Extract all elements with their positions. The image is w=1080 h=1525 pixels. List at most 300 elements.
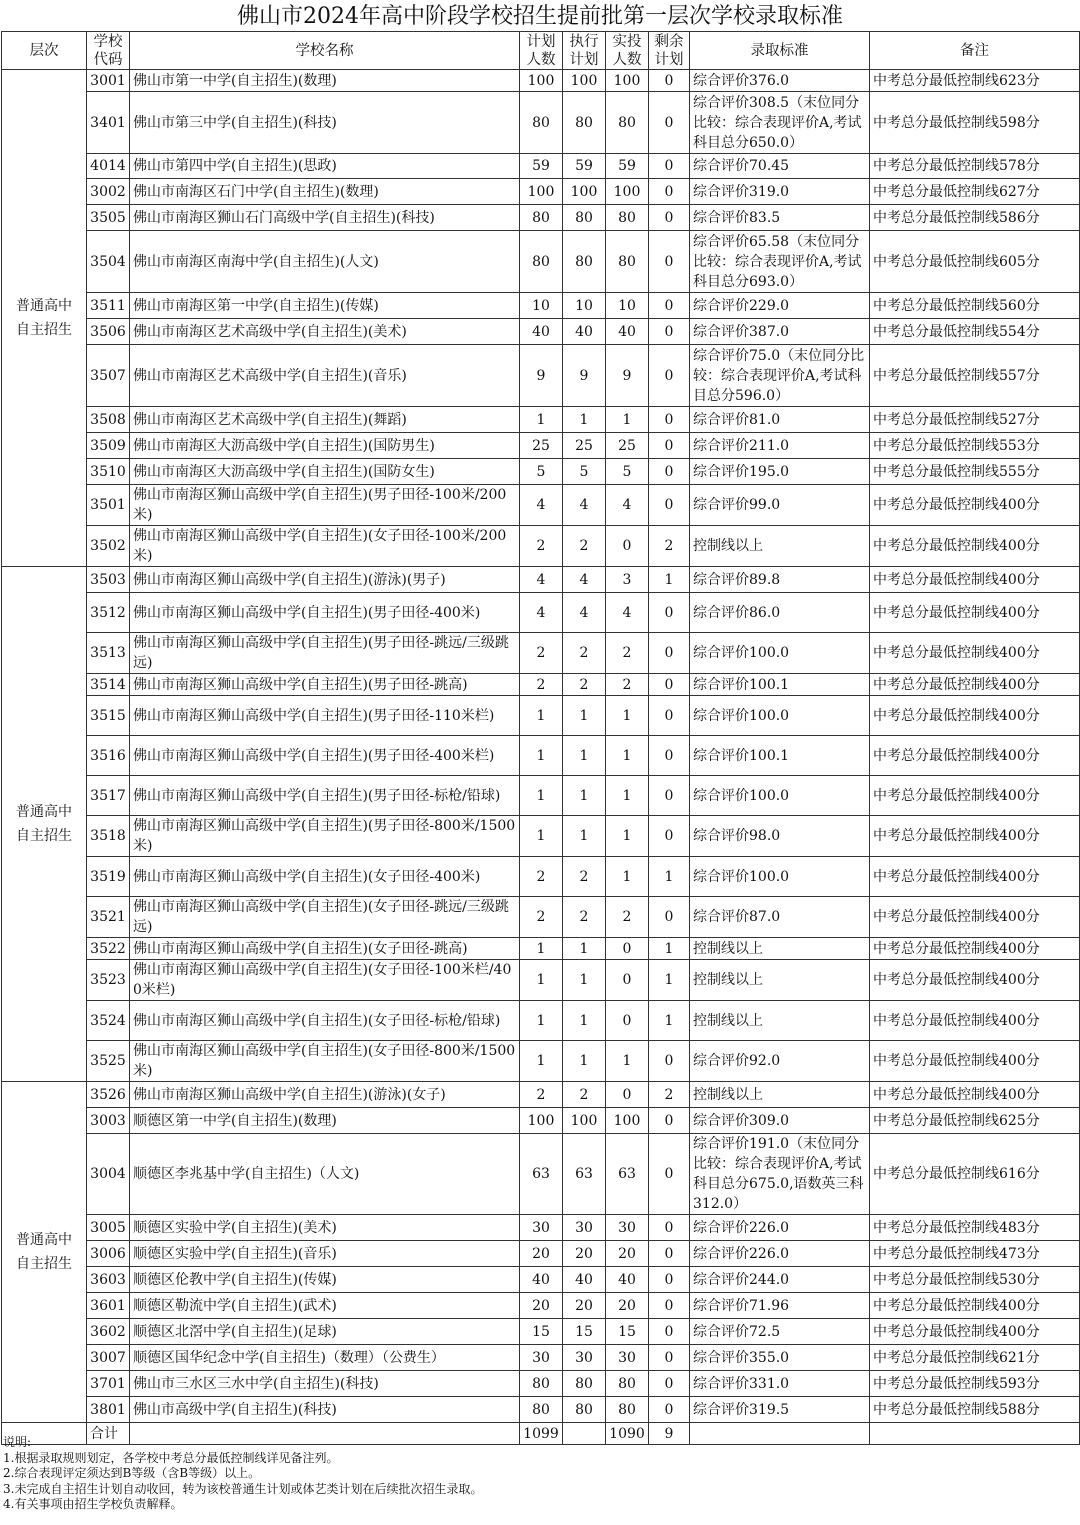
note-cell: 中考总分最低控制线400分 [870, 526, 1080, 567]
actual-count: 0 [606, 1082, 649, 1108]
table-row [2, 776, 1080, 816]
exec-plan: 2 [563, 526, 606, 567]
admission-standard: 综合评价191.0（末位同分比较：综合表现评价A,考试科目总分675.0,语数英三科312.0） [690, 1134, 870, 1215]
actual-count: 0 [606, 1001, 649, 1041]
total-label: 合计 [87, 1423, 130, 1445]
table-row [2, 1215, 1080, 1241]
exec-plan: 1 [563, 407, 606, 433]
plan-count: 1 [520, 938, 563, 960]
note-cell: 中考总分最低控制线400分 [870, 960, 1080, 1001]
actual-count: 80 [606, 1371, 649, 1397]
exec-plan: 80 [563, 1397, 606, 1423]
school-name: 佛山市南海区狮山高级中学(自主招生)(女子田径-800米/1500米) [130, 1041, 520, 1082]
plan-count: 2 [520, 897, 563, 938]
admission-standard: 综合评价75.0（末位同分比较：综合表现评价A,考试科目总分596.0） [690, 345, 870, 407]
admission-standard: 综合评价100.0 [690, 857, 870, 897]
exec-plan: 1 [563, 736, 606, 776]
remain-plan: 1 [649, 960, 690, 1001]
actual-count: 5 [606, 459, 649, 485]
plan-count: 25 [520, 433, 563, 459]
plan-count: 100 [520, 70, 563, 92]
note-cell: 中考总分最低控制线400分 [870, 897, 1080, 938]
exec-plan: 30 [563, 1345, 606, 1371]
school-name: 佛山市南海区狮山高级中学(自主招生)(女子田径-跳远/三级跳远) [130, 897, 520, 938]
notes-section [3, 1435, 1073, 1513]
note-cell: 中考总分最低控制线554分 [870, 319, 1080, 345]
remain-plan: 1 [649, 567, 690, 593]
level-cell: 普通高中自主招生 [2, 567, 87, 1082]
school-code: 3701 [87, 1371, 130, 1397]
table-row [2, 485, 1080, 526]
plan-count: 1 [520, 407, 563, 433]
actual-count: 20 [606, 1241, 649, 1267]
exec-plan: 2 [563, 897, 606, 938]
note-cell: 中考总分最低控制线621分 [870, 1345, 1080, 1371]
exec-plan: 5 [563, 459, 606, 485]
school-code: 3516 [87, 736, 130, 776]
school-name: 佛山市南海区狮山高级中学(自主招生)(游泳)(女子) [130, 1082, 520, 1108]
table-row [2, 1345, 1080, 1371]
remain-plan: 2 [649, 526, 690, 567]
table-row [2, 593, 1080, 633]
note-cell: 中考总分最低控制线400分 [870, 816, 1080, 857]
school-code: 3507 [87, 345, 130, 407]
plan-count: 10 [520, 293, 563, 319]
school-code: 3524 [87, 1001, 130, 1041]
admission-standard: 综合评价71.96 [690, 1293, 870, 1319]
exec-plan: 80 [563, 231, 606, 293]
note-cell: 中考总分最低控制线586分 [870, 205, 1080, 231]
header-level: 层次 [2, 32, 87, 70]
school-name: 佛山市南海区大沥高级中学(自主招生)(国防男生) [130, 433, 520, 459]
plan-count: 1 [520, 816, 563, 857]
remain-plan: 0 [649, 1397, 690, 1423]
school-code: 3601 [87, 1293, 130, 1319]
school-code: 3503 [87, 567, 130, 593]
header-standard: 录取标准 [690, 32, 870, 70]
note-cell: 中考总分最低控制线616分 [870, 1134, 1080, 1215]
school-code: 3513 [87, 633, 130, 674]
remain-plan: 0 [649, 1267, 690, 1293]
school-name: 顺德区李兆基中学(自主招生)（人文) [130, 1134, 520, 1215]
school-name: 佛山市第三中学(自主招生)(科技) [130, 92, 520, 154]
note-cell: 中考总分最低控制线530分 [870, 1267, 1080, 1293]
note-cell: 中考总分最低控制线400分 [870, 776, 1080, 816]
school-name: 佛山市南海区狮山高级中学(自主招生)(男子田径-跳远/三级跳远) [130, 633, 520, 674]
remain-plan: 0 [649, 816, 690, 857]
admission-standard: 综合评价319.5 [690, 1397, 870, 1423]
exec-plan: 63 [563, 1134, 606, 1215]
exec-plan: 4 [563, 567, 606, 593]
plan-count: 80 [520, 92, 563, 154]
school-name: 佛山市南海区艺术高级中学(自主招生)(美术) [130, 319, 520, 345]
plan-count: 4 [520, 567, 563, 593]
remain-plan: 0 [649, 696, 690, 736]
remain-plan: 0 [649, 293, 690, 319]
remain-plan: 0 [649, 345, 690, 407]
school-code: 3510 [87, 459, 130, 485]
remain-plan: 0 [649, 1293, 690, 1319]
table-row [2, 938, 1080, 960]
actual-count: 59 [606, 154, 649, 179]
school-name: 佛山市南海区狮山高级中学(自主招生)(女子田径-400米) [130, 857, 520, 897]
remain-plan: 0 [649, 674, 690, 696]
note-item: 3.未完成自主招生计划自动收回，转为该校普通生计划或体艺类计划在后续批次招生录取。 [3, 1481, 483, 1496]
exec-plan: 1 [563, 938, 606, 960]
admission-standard: 控制线以上 [690, 1082, 870, 1108]
actual-count: 1 [606, 776, 649, 816]
table-row [2, 526, 1080, 567]
table-row [2, 696, 1080, 736]
note-cell: 中考总分最低控制线593分 [870, 1371, 1080, 1397]
table-row [2, 231, 1080, 293]
remain-plan: 0 [649, 407, 690, 433]
plan-count: 100 [520, 179, 563, 205]
remain-plan: 0 [649, 897, 690, 938]
plan-count: 4 [520, 593, 563, 633]
actual-count: 0 [606, 526, 649, 567]
remain-plan: 0 [649, 70, 690, 92]
school-code: 3514 [87, 674, 130, 696]
admission-standard: 综合评价72.5 [690, 1319, 870, 1345]
school-code: 3512 [87, 593, 130, 633]
actual-count: 4 [606, 485, 649, 526]
admission-standard: 综合评价226.0 [690, 1215, 870, 1241]
note-cell: 中考总分最低控制线400分 [870, 567, 1080, 593]
admission-standard: 综合评价331.0 [690, 1371, 870, 1397]
exec-plan: 100 [563, 179, 606, 205]
plan-count: 80 [520, 205, 563, 231]
exec-plan: 40 [563, 319, 606, 345]
header-exec: 执行计划 [563, 32, 606, 70]
table-row [2, 1319, 1080, 1345]
school-name: 顺德区伦教中学(自主招生)(传媒) [130, 1267, 520, 1293]
school-code: 3523 [87, 960, 130, 1001]
total-remain: 9 [649, 1423, 690, 1445]
exec-plan: 10 [563, 293, 606, 319]
school-name: 顺德区第一中学(自主招生)(数理) [130, 1108, 520, 1134]
note-cell: 中考总分最低控制线598分 [870, 92, 1080, 154]
exec-plan: 25 [563, 433, 606, 459]
note-cell: 中考总分最低控制线400分 [870, 1041, 1080, 1082]
table-row [2, 1134, 1080, 1215]
table-row [2, 960, 1080, 1001]
school-code: 3005 [87, 1215, 130, 1241]
remain-plan: 0 [649, 319, 690, 345]
note-cell: 中考总分最低控制线623分 [870, 70, 1080, 92]
note-cell: 中考总分最低控制线400分 [870, 938, 1080, 960]
admission-standard: 综合评价100.1 [690, 674, 870, 696]
remain-plan: 0 [649, 776, 690, 816]
school-name: 佛山市南海区狮山高级中学(自主招生)(女子田径-标枪/铅球) [130, 1001, 520, 1041]
actual-count: 100 [606, 1108, 649, 1134]
admission-standard: 综合评价87.0 [690, 897, 870, 938]
school-name: 佛山市南海区狮山高级中学(自主招生)(男子田径-800米/1500米) [130, 816, 520, 857]
actual-count: 3 [606, 567, 649, 593]
admission-standard: 综合评价309.0 [690, 1108, 870, 1134]
remain-plan: 1 [649, 1001, 690, 1041]
exec-plan: 80 [563, 1371, 606, 1397]
plan-count: 2 [520, 857, 563, 897]
school-name: 佛山市南海区艺术高级中学(自主招生)(音乐) [130, 345, 520, 407]
plan-count: 15 [520, 1319, 563, 1345]
actual-count: 2 [606, 674, 649, 696]
note-cell: 中考总分最低控制线400分 [870, 1293, 1080, 1319]
plan-count: 2 [520, 674, 563, 696]
remain-plan: 0 [649, 179, 690, 205]
school-code: 3526 [87, 1082, 130, 1108]
note-cell: 中考总分最低控制线578分 [870, 154, 1080, 179]
admission-standard: 综合评价226.0 [690, 1241, 870, 1267]
plan-count: 1 [520, 736, 563, 776]
note-cell: 中考总分最低控制线400分 [870, 593, 1080, 633]
remain-plan: 0 [649, 485, 690, 526]
admission-standard: 综合评价98.0 [690, 816, 870, 857]
note-cell: 中考总分最低控制线400分 [870, 1001, 1080, 1041]
table-row [2, 154, 1080, 179]
table-row [2, 459, 1080, 485]
remain-plan: 0 [649, 1345, 690, 1371]
remain-plan: 0 [649, 1319, 690, 1345]
school-code: 3501 [87, 485, 130, 526]
admission-standard: 综合评价244.0 [690, 1267, 870, 1293]
school-code: 3003 [87, 1108, 130, 1134]
actual-count: 30 [606, 1345, 649, 1371]
remain-plan: 0 [649, 1041, 690, 1082]
table-row [2, 345, 1080, 407]
plan-count: 100 [520, 1108, 563, 1134]
admission-standard: 综合评价89.8 [690, 567, 870, 593]
actual-count: 0 [606, 938, 649, 960]
actual-count: 4 [606, 593, 649, 633]
note-item: 1.根据录取规则划定，各学校中考总分最低控制线详见备注列。 [3, 1450, 339, 1465]
note-cell: 中考总分最低控制线605分 [870, 231, 1080, 293]
school-code: 3519 [87, 857, 130, 897]
plan-count: 59 [520, 154, 563, 179]
school-name: 佛山市南海区狮山高级中学(自主招生)(男子田径-跳高) [130, 674, 520, 696]
admission-standard: 综合评价355.0 [690, 1345, 870, 1371]
page-title: 佛山市2024年高中阶段学校招生提前批第一层次学校录取标准 [237, 4, 843, 29]
admission-standard: 综合评价195.0 [690, 459, 870, 485]
school-name: 佛山市南海区南海中学(自主招生)(人文) [130, 231, 520, 293]
exec-plan: 2 [563, 857, 606, 897]
note-cell: 中考总分最低控制线400分 [870, 857, 1080, 897]
exec-plan: 1 [563, 1041, 606, 1082]
header-actual: 实投人数 [606, 32, 649, 70]
remain-plan: 0 [649, 205, 690, 231]
admission-standard: 综合评价99.0 [690, 485, 870, 526]
school-code: 4014 [87, 154, 130, 179]
plan-count: 1 [520, 1041, 563, 1082]
exec-plan: 1 [563, 696, 606, 736]
school-code: 3508 [87, 407, 130, 433]
exec-plan: 59 [563, 154, 606, 179]
plan-count: 9 [520, 345, 563, 407]
school-name: 顺德区北滘中学(自主招生)(足球) [130, 1319, 520, 1345]
exec-plan: 30 [563, 1215, 606, 1241]
header-remain: 剩余计划 [649, 32, 690, 70]
school-code: 3505 [87, 205, 130, 231]
actual-count: 1 [606, 407, 649, 433]
note-cell: 中考总分最低控制线400分 [870, 736, 1080, 776]
remain-plan: 0 [649, 593, 690, 633]
plan-count: 20 [520, 1241, 563, 1267]
header-code: 学校代码 [87, 32, 130, 70]
plan-count: 20 [520, 1293, 563, 1319]
actual-count: 1 [606, 1041, 649, 1082]
actual-count: 2 [606, 897, 649, 938]
table-row [2, 897, 1080, 938]
school-name: 顺德区国华纪念中学(自主招生)（数理）（公费生） [130, 1345, 520, 1371]
actual-count: 30 [606, 1215, 649, 1241]
admission-standard: 综合评价211.0 [690, 433, 870, 459]
school-name: 佛山市南海区狮山高级中学(自主招生)(男子田径-标枪/铅球) [130, 776, 520, 816]
actual-count: 1 [606, 816, 649, 857]
school-code: 3518 [87, 816, 130, 857]
admission-standard: 综合评价387.0 [690, 319, 870, 345]
school-name: 佛山市南海区狮山高级中学(自主招生)(男子田径-110米栏) [130, 696, 520, 736]
table-row [2, 736, 1080, 776]
table-row [2, 205, 1080, 231]
total-actual: 1090 [606, 1423, 649, 1445]
note-cell: 中考总分最低控制线400分 [870, 633, 1080, 674]
plan-count: 1 [520, 776, 563, 816]
exec-plan: 4 [563, 485, 606, 526]
exec-plan: 15 [563, 1319, 606, 1345]
exec-plan: 40 [563, 1267, 606, 1293]
school-name: 顺德区实验中学(自主招生)(美术) [130, 1215, 520, 1241]
admission-standard: 综合评价86.0 [690, 593, 870, 633]
school-code: 3002 [87, 179, 130, 205]
table-row [2, 1108, 1080, 1134]
school-code: 3603 [87, 1267, 130, 1293]
admission-standard: 控制线以上 [690, 1001, 870, 1041]
table-row [2, 319, 1080, 345]
actual-count: 2 [606, 633, 649, 674]
plan-count: 2 [520, 526, 563, 567]
school-code: 3509 [87, 433, 130, 459]
plan-count: 30 [520, 1345, 563, 1371]
school-name: 佛山市南海区大沥高级中学(自主招生)(国防女生) [130, 459, 520, 485]
total-plan: 1099 [520, 1423, 563, 1445]
notes-heading: 说明: [3, 1435, 32, 1449]
school-name: 佛山市南海区第一中学(自主招生)(传媒) [130, 293, 520, 319]
actual-count: 20 [606, 1293, 649, 1319]
plan-count: 2 [520, 633, 563, 674]
school-name: 顺德区实验中学(自主招生)(音乐) [130, 1241, 520, 1267]
admission-standard: 控制线以上 [690, 938, 870, 960]
exec-plan: 1 [563, 1001, 606, 1041]
exec-plan: 80 [563, 205, 606, 231]
admission-standard: 综合评价100.0 [690, 776, 870, 816]
plan-count: 30 [520, 1215, 563, 1241]
school-name: 佛山市三水区三水中学(自主招生)(科技) [130, 1371, 520, 1397]
school-name: 顺德区勒流中学(自主招生)(武术) [130, 1293, 520, 1319]
table-row [2, 816, 1080, 857]
remain-plan: 0 [649, 1215, 690, 1241]
school-code: 3506 [87, 319, 130, 345]
admission-standard: 控制线以上 [690, 526, 870, 567]
school-code: 3521 [87, 897, 130, 938]
actual-count: 80 [606, 1397, 649, 1423]
plan-count: 80 [520, 1371, 563, 1397]
school-code: 3602 [87, 1319, 130, 1345]
school-name: 佛山市南海区石门中学(自主招生)(数理) [130, 179, 520, 205]
table-row [2, 179, 1080, 205]
remain-plan: 1 [649, 938, 690, 960]
table-row [2, 1001, 1080, 1041]
note-cell: 中考总分最低控制线400分 [870, 485, 1080, 526]
table-row [2, 433, 1080, 459]
actual-count: 9 [606, 345, 649, 407]
note-item: 4.有关事项由招生学校负责解释。 [3, 1497, 183, 1512]
admission-standard: 综合评价229.0 [690, 293, 870, 319]
school-code: 3522 [87, 938, 130, 960]
table-row [2, 1082, 1080, 1108]
remain-plan: 0 [649, 1371, 690, 1397]
plan-count: 5 [520, 459, 563, 485]
table-row [2, 70, 1080, 92]
admission-standard: 综合评价376.0 [690, 70, 870, 92]
exec-plan: 2 [563, 633, 606, 674]
exec-plan: 4 [563, 593, 606, 633]
table-row [2, 1397, 1080, 1423]
admission-standard: 综合评价65.58（末位同分比较：综合表现评价A,考试科目总分693.0） [690, 231, 870, 293]
school-code: 3504 [87, 231, 130, 293]
table-row [2, 1267, 1080, 1293]
school-code: 3515 [87, 696, 130, 736]
admission-standard: 综合评价100.1 [690, 736, 870, 776]
admission-standard: 综合评价319.0 [690, 179, 870, 205]
exec-plan: 100 [563, 1108, 606, 1134]
plan-count: 80 [520, 1397, 563, 1423]
plan-count: 2 [520, 1082, 563, 1108]
table-row [2, 293, 1080, 319]
table-row [2, 92, 1080, 154]
school-name: 佛山市南海区狮山高级中学(自主招生)(男子田径-400米) [130, 593, 520, 633]
exec-plan: 9 [563, 345, 606, 407]
school-name: 佛山市南海区狮山高级中学(自主招生)(游泳)(男子) [130, 567, 520, 593]
plan-count: 80 [520, 231, 563, 293]
school-name: 佛山市南海区狮山高级中学(自主招生)(女子田径-跳高) [130, 938, 520, 960]
exec-plan: 20 [563, 1293, 606, 1319]
actual-count: 1 [606, 736, 649, 776]
table-row [2, 1041, 1080, 1082]
note-cell: 中考总分最低控制线527分 [870, 407, 1080, 433]
note-cell: 中考总分最低控制线553分 [870, 433, 1080, 459]
school-name: 佛山市南海区狮山高级中学(自主招生)(女子田径-100米栏/400米栏) [130, 960, 520, 1001]
actual-count: 80 [606, 92, 649, 154]
school-code: 3511 [87, 293, 130, 319]
table-row [2, 674, 1080, 696]
note-cell: 中考总分最低控制线483分 [870, 1215, 1080, 1241]
admission-standard: 综合评价100.0 [690, 696, 870, 736]
school-name: 佛山市南海区狮山石门高级中学(自主招生)(科技) [130, 205, 520, 231]
admission-table [1, 31, 1080, 1445]
exec-plan: 80 [563, 92, 606, 154]
level-cell: 普通高中自主招生 [2, 1082, 87, 1423]
actual-count: 0 [606, 960, 649, 1001]
table-header-row [2, 32, 1080, 70]
school-code: 3517 [87, 776, 130, 816]
remain-plan: 0 [649, 1108, 690, 1134]
school-code: 3525 [87, 1041, 130, 1082]
note-cell: 中考总分最低控制线555分 [870, 459, 1080, 485]
plan-count: 40 [520, 319, 563, 345]
admission-standard: 综合评价100.0 [690, 633, 870, 674]
school-name: 佛山市南海区狮山高级中学(自主招生)(女子田径-100米/200米) [130, 526, 520, 567]
table-row [2, 407, 1080, 433]
